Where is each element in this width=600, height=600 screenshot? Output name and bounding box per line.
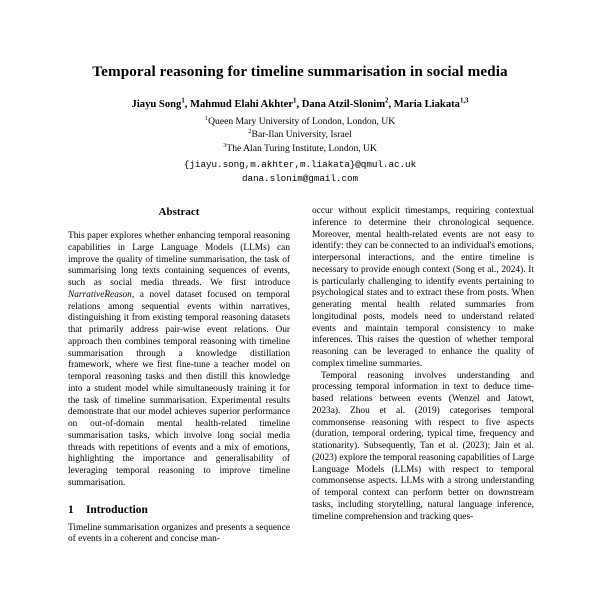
author-name: Maria Liakata xyxy=(393,99,460,110)
affiliation-line xyxy=(62,142,538,156)
dataset-name: NarrativeReason xyxy=(68,289,132,300)
abstract-text-part-1: This paper explores whether enhancing temporal reasoning capabilities in Large Language Models (LLMs) can improve the quality of timeline summarisation, the task of summarising long texts containing sequences of events, such as social media threads. We first introduce xyxy=(68,231,290,288)
abstract-heading: Abstract xyxy=(158,206,200,218)
abstract-text-part-2: , a novel dataset focused on temporal relations among sequential events within narratives, distinguishing it from existing temporal reasoning datasets that primarily address pair-wise event relations. Our approach then combines temporal reasoning with timeline summarisation through a knowledge distillation framework, where we first fine-tune a teacher model on temporal reasoning tasks and then distill this knowledge into a student model while simultaneously training it for the task of timeline summarisation. Experimental results demonstrate that our model achieves superior performance on out-of-domain mental health-related timeline summarisation tasks, which involve long social media threads with repetitions of events and a mix of emotions, highlighting the importance and generalisability of leveraging temporal reasoning to improve timeline summarisation. xyxy=(68,289,290,488)
affiliation-text: The Alan Turing Institute, London, UK xyxy=(226,142,377,154)
affiliation-line xyxy=(62,115,538,129)
author-name: Dana Atzil-Slonim xyxy=(301,99,386,110)
affiliation-text: Queen Mary University of London, London, UK xyxy=(208,115,396,127)
author-affiliation-marker: 2 xyxy=(385,97,389,105)
right-column xyxy=(312,206,534,546)
abstract-paragraph xyxy=(68,231,290,490)
affiliation-line xyxy=(62,128,538,142)
author-affiliation-marker: 1,3 xyxy=(459,97,469,105)
affiliation-text: Bar-Ilan University, Israel xyxy=(251,129,352,141)
affiliation-marker: 1 xyxy=(204,114,209,122)
author-name: Jiayu Song xyxy=(131,99,182,110)
affiliation-marker: 3 xyxy=(223,141,227,149)
page-title: Temporal reasoning for timeline summarisation in social media xyxy=(92,63,508,80)
author-affiliation-marker: 1 xyxy=(181,97,185,105)
author-list: Jiayu Song$^1$, Mahmud Elahi Akhter$^1$, Dana Atzil-Slonim$^2$, Maria Liakata$^{1,3}$ xyxy=(131,97,469,110)
two-column-body xyxy=(0,206,600,546)
affiliation-marker: 2 xyxy=(248,128,252,136)
author-email-group: {jiayu.song,m.akhter,m.liakata}@qmul.ac.uk xyxy=(183,158,417,170)
right-column-paragraph: Temporal reasoning involves understanding and processing temporal information in text to deduce time-based relations between events (Wenzel and Jatowt, 2023a). Zhou et al. (2019) categorises temporal commonsense reasoning with respect to five aspects (duration, temporal ordering, typical time, frequency and stationarity). Subsequently, Tan et al. (2023); Jain et al. (2023) explore the temporal reasoning capabilities of Large Language Models (LLMs) with respect to temporal commonsense aspects. LLMs with a strong understanding of temporal context can perform better on downstream tasks, including storytelling, natural language inference, timeline comprehension and tracking ques- xyxy=(312,370,534,522)
section-title: Introduction xyxy=(86,503,148,516)
left-column xyxy=(68,206,290,546)
title-block xyxy=(0,0,600,185)
introduction-paragraph: Timeline summarisation organizes and presents a sequence of events in a coherent and concise man- xyxy=(68,522,290,545)
right-column-paragraph: occur without explicit timestamps, requiring contextual inference to determine their chronological sequence. Moreover, mental health-related events are not easy to identify: they can be connected to an individual's emotions, interpersonal interactions, and the entire timeline is necessary to provide enough context (Song et al., 2024). It is particularly challenging to identify events pertaining to psychological states and to extract these from posts. When generating mental health related summaries from longitudinal posts, models need to understand related events and maintain temporal consistency to make inferences. This raises the question of whether temporal reasoning can be leveraged to enhance the quality of complex timeline summaries. xyxy=(312,206,534,369)
section-number: 1 xyxy=(68,503,74,516)
author-name: Mahmud Elahi Akhter xyxy=(190,99,294,110)
section-heading-introduction xyxy=(68,504,290,516)
author-email: dana.slonim@gmail.com xyxy=(241,172,359,184)
author-affiliation-marker: 1 xyxy=(293,97,297,105)
